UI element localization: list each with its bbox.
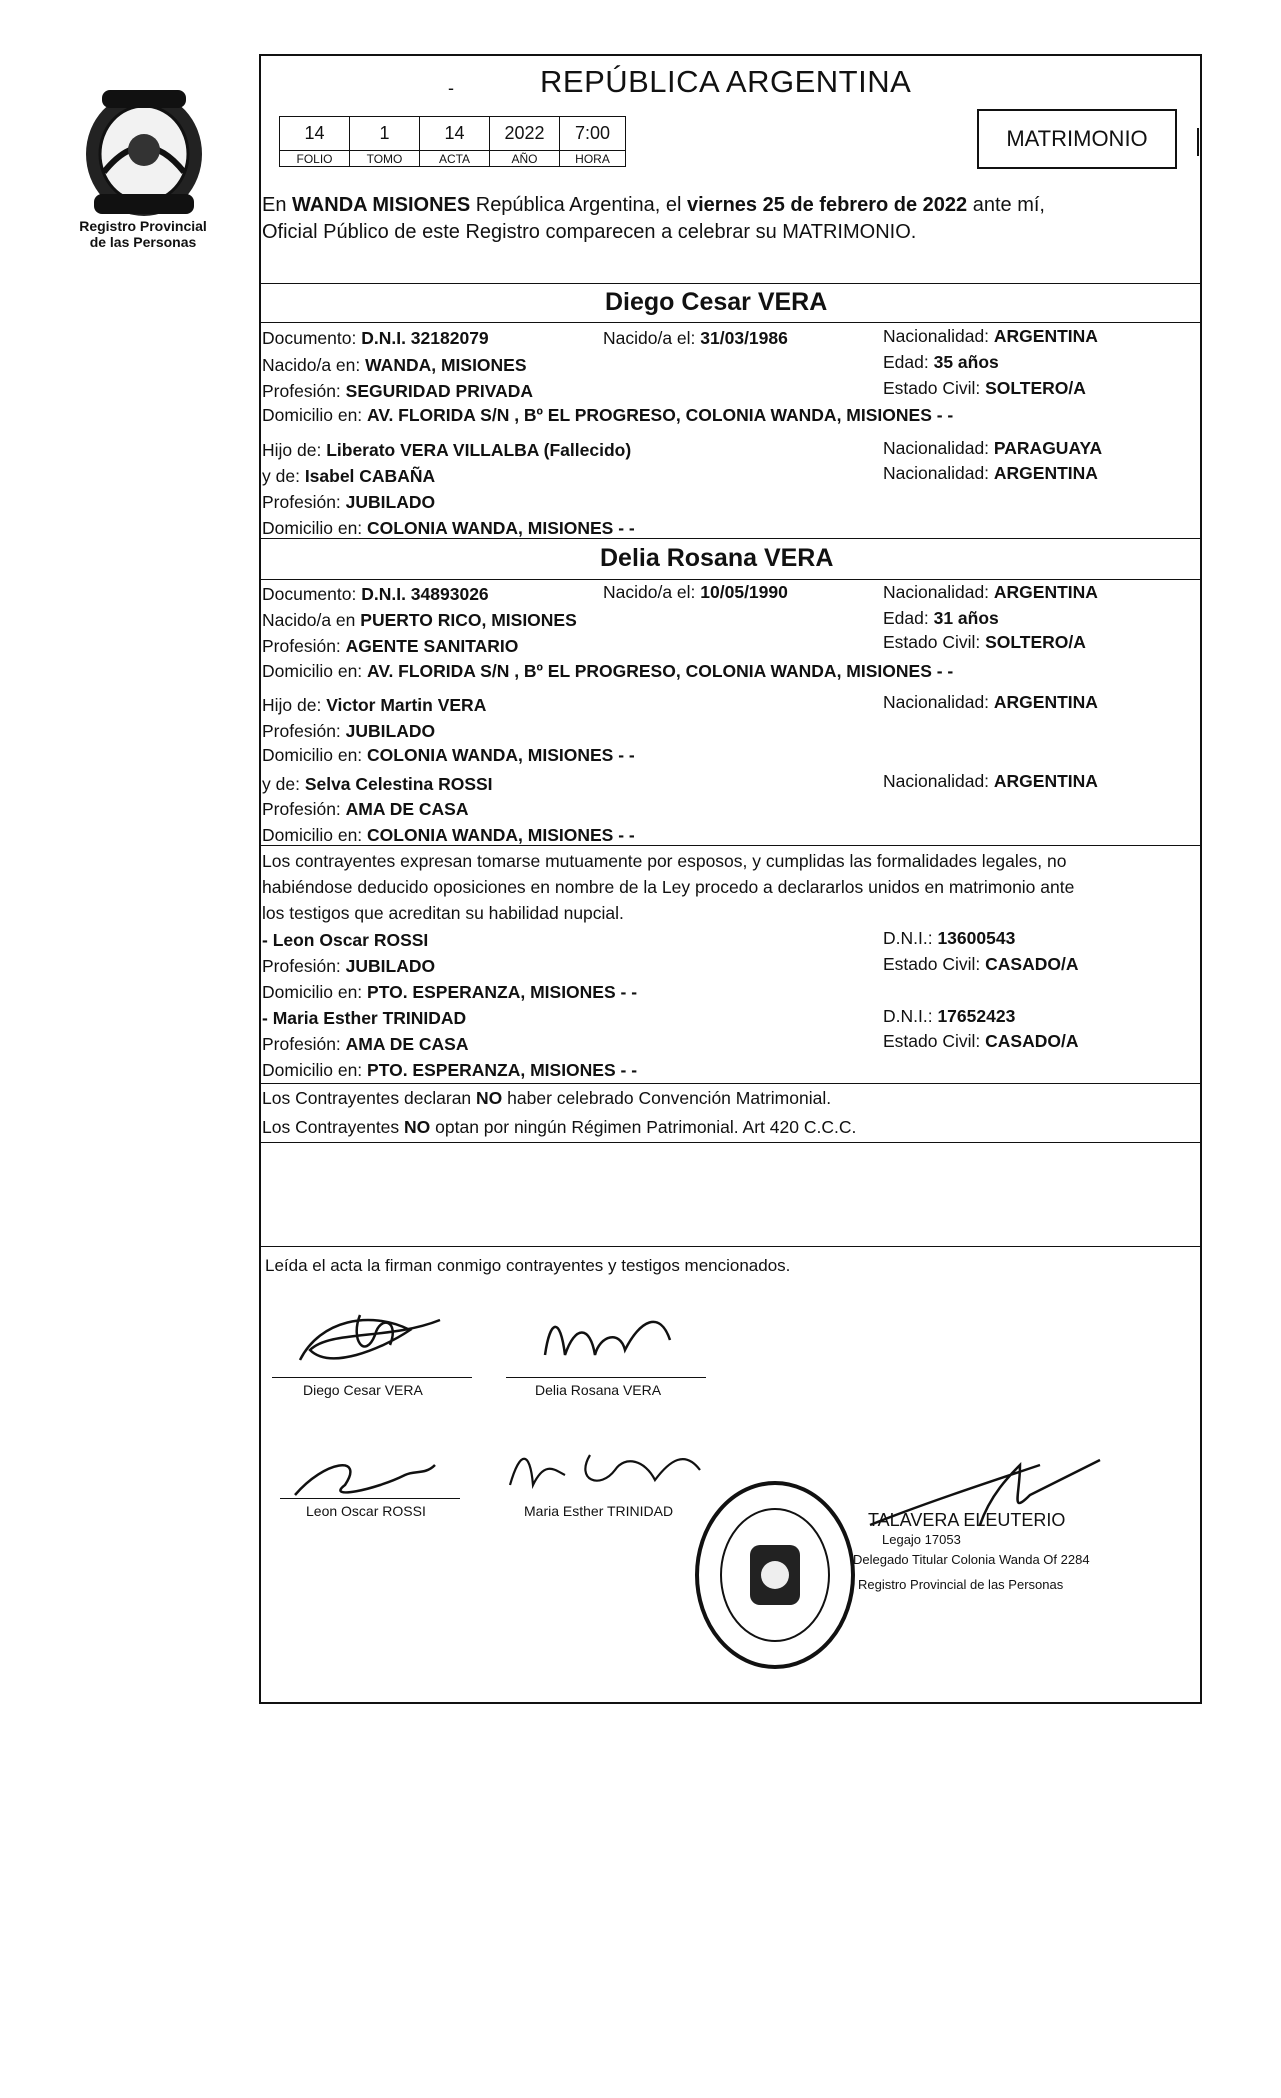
value: CASADO/A	[985, 1031, 1079, 1051]
intro-line1	[262, 192, 1045, 218]
act-type-box: MATRIMONIO	[977, 109, 1177, 169]
value: ARGENTINA	[993, 582, 1098, 602]
witness2-domicilio	[262, 1060, 637, 1080]
value: JUBILADO	[345, 721, 436, 741]
label: Domicilio en:	[262, 1060, 368, 1080]
emphasis: NO	[476, 1088, 503, 1108]
label: Profesión:	[262, 381, 346, 401]
hora-label: HORA	[560, 151, 626, 167]
label: Profesión:	[262, 636, 346, 656]
register-grid	[279, 116, 626, 167]
official-cargo: Delegado Titular Colonia Wanda Of 2284	[853, 1552, 1090, 1567]
spouse1-parents-dom	[262, 518, 635, 538]
witness1-name	[262, 930, 428, 950]
label: Domicilio en:	[262, 825, 368, 845]
intro-text-a: En	[262, 194, 293, 216]
witness1-domicilio	[262, 982, 637, 1002]
spouse2-estado	[883, 632, 1086, 652]
label: Nacionalidad:	[883, 582, 994, 602]
spouse2-father-nac	[883, 692, 1098, 712]
spouse2-name: Delia Rosana VERA	[600, 544, 834, 572]
divider	[259, 538, 1202, 539]
tomo-value: 1	[350, 117, 420, 151]
label: Profesión:	[262, 492, 346, 512]
witness1-profesion	[262, 956, 435, 976]
value: AGENTE SANITARIO	[345, 636, 519, 656]
value: AV. FLORIDA S/N , Bº EL PROGRESO, COLONIA WANDA, MISIONES - -	[367, 405, 954, 425]
spouse1-nacido-en	[262, 355, 527, 375]
value: COLONIA WANDA, MISIONES - -	[367, 745, 635, 765]
declaration-text	[262, 848, 1200, 926]
value: SOLTERO/A	[985, 632, 1086, 652]
tomo-label: TOMO	[350, 151, 420, 167]
label: Estado Civil:	[883, 1031, 986, 1051]
spouse2-father	[262, 695, 486, 715]
sig-name-leon: Leon Oscar ROSSI	[306, 1503, 426, 1519]
value: ARGENTINA	[993, 771, 1098, 791]
label: Estado Civil:	[883, 378, 986, 398]
folio-label: FOLIO	[280, 151, 350, 167]
value: 13600543	[937, 928, 1016, 948]
witness2-name	[262, 1008, 466, 1028]
closing-text: Leída el acta la firman conmigo contrayentes y testigos mencionados.	[265, 1256, 791, 1275]
emphasis: NO	[404, 1117, 431, 1137]
spouse1-edad	[883, 352, 999, 372]
divider	[259, 322, 1202, 323]
value: 17652423	[937, 1006, 1016, 1026]
value: - Maria Esther TRINIDAD	[262, 1008, 467, 1028]
official-name: TALAVERA ELEUTERIO	[868, 1510, 1066, 1530]
label: Profesión:	[262, 799, 346, 819]
value: ARGENTINA	[993, 692, 1098, 712]
label: Nacido/a el:	[603, 582, 701, 602]
divider	[259, 1246, 1202, 1247]
spouse2-mother-dom	[262, 825, 635, 845]
spouse2-nacionalidad	[883, 582, 1098, 602]
convention-line1	[262, 1088, 831, 1108]
spouse2-nacido-el	[603, 582, 788, 602]
declaration-line3: los testigos que acreditan su habilidad nupcial.	[262, 903, 624, 923]
value: Victor Martin VERA	[326, 695, 487, 715]
witness1-dni	[883, 928, 1015, 948]
value: 35 años	[933, 352, 999, 372]
folio-value: 14	[280, 117, 350, 151]
label: Nacionalidad:	[883, 771, 994, 791]
sig-name-diego: Diego Cesar VERA	[303, 1382, 423, 1398]
label: Profesión:	[262, 721, 346, 741]
spouse2-mother-prof	[262, 799, 468, 819]
spouse1-mother	[262, 466, 435, 486]
signature-diego	[290, 1300, 460, 1380]
value: PTO. ESPERANZA, MISIONES - -	[367, 1060, 638, 1080]
logo-caption	[62, 218, 224, 250]
spouse1-name: Diego Cesar VERA	[605, 288, 828, 316]
spouse2-mother	[262, 774, 493, 794]
official-stamp	[690, 1475, 860, 1675]
label: y de:	[262, 774, 305, 794]
label: Nacionalidad:	[883, 463, 994, 483]
spouse2-mother-nac	[883, 771, 1098, 791]
label: Domicilio en:	[262, 405, 368, 425]
spouse1-mother-nac	[883, 463, 1098, 483]
label: Edad:	[883, 608, 934, 628]
acta-value: 14	[420, 117, 490, 151]
value: Isabel CABAÑA	[304, 466, 436, 486]
intro-text-b: República Argentina, el	[470, 194, 687, 216]
signature-delia	[530, 1300, 690, 1380]
declaration-line1: Los contrayentes expresan tomarse mutuamente por esposos, y cumplidas las formalidades legales, no	[262, 851, 1067, 871]
text: Los Contrayentes	[262, 1117, 405, 1137]
spouse1-nacido-el	[603, 328, 788, 348]
spouse2-nacido-en	[262, 610, 577, 630]
logo-caption-line1: Registro Provincial	[79, 218, 207, 234]
official-legajo: Legajo 17053	[882, 1532, 961, 1547]
header-dash: -	[448, 78, 454, 98]
label: Estado Civil:	[883, 954, 986, 974]
ano-value: 2022	[490, 117, 560, 151]
value: SEGURIDAD PRIVADA	[345, 381, 533, 401]
hora-value: 7:00	[560, 117, 626, 151]
signature-maria	[505, 1440, 715, 1510]
signature-line	[280, 1498, 460, 1499]
label: Nacido/a en:	[262, 355, 366, 375]
value: D.N.I. 32182079	[361, 328, 489, 348]
spouse2-father-dom	[262, 745, 635, 765]
label: Nacionalidad:	[883, 438, 994, 458]
label: D.N.I.:	[883, 928, 938, 948]
value: AMA DE CASA	[345, 1034, 469, 1054]
declaration-line2: habiéndose deducido oposiciones en nombre de la Ley procedo a declararlos unidos en matrimonio ante	[262, 877, 1075, 897]
spouse1-domicilio	[262, 405, 953, 425]
spouse2-father-prof	[262, 721, 435, 741]
value: Selva Celestina ROSSI	[304, 774, 493, 794]
label: Profesión:	[262, 956, 346, 976]
value: D.N.I. 34893026	[361, 584, 489, 604]
logo-caption-line2: de las Personas	[89, 234, 197, 250]
divider	[259, 1083, 1202, 1084]
intro-date: viernes 25 de febrero de 2022	[687, 194, 968, 216]
value: AMA DE CASA	[345, 799, 469, 819]
value: ARGENTINA	[993, 463, 1098, 483]
spouse1-parents-prof	[262, 492, 435, 512]
spouse1-documento	[262, 328, 489, 348]
label: Nacido/a en	[262, 610, 361, 630]
ano-label: AÑO	[490, 151, 560, 167]
label: Documento:	[262, 328, 362, 348]
margin-mark	[1197, 128, 1199, 156]
spouse1-father-nac	[883, 438, 1102, 458]
value: AV. FLORIDA S/N , Bº EL PROGRESO, COLONIA WANDA, MISIONES - -	[367, 661, 954, 681]
text: haber celebrado Convención Matrimonial.	[502, 1088, 832, 1108]
spouse2-documento	[262, 584, 489, 604]
official-registro: Registro Provincial de las Personas	[858, 1577, 1064, 1592]
label: Hijo de:	[262, 440, 327, 460]
text: optan por ningún Régimen Patrimonial. Art 420 C.C.C.	[430, 1117, 857, 1137]
label: D.N.I.:	[883, 1006, 938, 1026]
label: Nacionalidad:	[883, 326, 994, 346]
spouse2-profesion	[262, 636, 518, 656]
label: Hijo de:	[262, 695, 327, 715]
label: Edad:	[883, 352, 934, 372]
spouse1-profesion	[262, 381, 533, 401]
value: SOLTERO/A	[985, 378, 1086, 398]
value: 31 años	[933, 608, 999, 628]
spouse2-domicilio	[262, 661, 953, 681]
witness2-estado	[883, 1031, 1078, 1051]
label: Domicilio en:	[262, 518, 368, 538]
witness2-profesion	[262, 1034, 468, 1054]
intro-place: WANDA MISIONES	[292, 194, 471, 216]
label: Domicilio en:	[262, 982, 368, 1002]
value: CASADO/A	[985, 954, 1079, 974]
signature-line	[506, 1377, 706, 1378]
value: JUBILADO	[345, 492, 436, 512]
label: Profesión:	[262, 1034, 346, 1054]
witness1-estado	[883, 954, 1078, 974]
label: Nacionalidad:	[883, 692, 994, 712]
label: y de:	[262, 466, 305, 486]
value: PARAGUAYA	[993, 438, 1103, 458]
value: JUBILADO	[345, 956, 436, 976]
text: Los Contrayentes declaran	[262, 1088, 477, 1108]
label: Domicilio en:	[262, 745, 368, 765]
acta-label: ACTA	[420, 151, 490, 167]
divider	[259, 1142, 1202, 1143]
convention-line2	[262, 1117, 856, 1137]
label: Nacido/a el:	[603, 328, 701, 348]
sig-name-maria: Maria Esther TRINIDAD	[524, 1503, 674, 1519]
divider	[259, 845, 1202, 846]
label: Estado Civil:	[883, 632, 986, 652]
signature-leon	[285, 1450, 445, 1510]
spouse1-estado	[883, 378, 1086, 398]
spouse1-father	[262, 440, 631, 460]
divider	[259, 283, 1202, 284]
divider	[259, 579, 1202, 580]
label: Documento:	[262, 584, 362, 604]
value: WANDA, MISIONES	[365, 355, 527, 375]
value: PTO. ESPERANZA, MISIONES - -	[367, 982, 638, 1002]
intro-text-c: ante mí,	[967, 194, 1045, 216]
spouse2-edad	[883, 608, 999, 628]
value: COLONIA WANDA, MISIONES - -	[367, 825, 635, 845]
sig-name-delia: Delia Rosana VERA	[535, 1382, 662, 1398]
country-title: REPÚBLICA ARGENTINA	[540, 64, 912, 99]
value: 10/05/1990	[700, 582, 788, 602]
intro-line2: Oficial Público de este Registro comparecen a celebrar su MATRIMONIO.	[262, 221, 917, 243]
label: Domicilio en:	[262, 661, 368, 681]
value: COLONIA WANDA, MISIONES - -	[367, 518, 635, 538]
value: - Leon Oscar ROSSI	[262, 930, 429, 950]
spouse1-nacionalidad	[883, 326, 1098, 346]
value: ARGENTINA	[993, 326, 1098, 346]
value: PUERTO RICO, MISIONES	[360, 610, 577, 630]
signature-line	[272, 1377, 472, 1378]
value: 31/03/1986	[700, 328, 788, 348]
witness2-dni	[883, 1006, 1015, 1026]
value: Liberato VERA VILLALBA (Fallecido)	[326, 440, 632, 460]
